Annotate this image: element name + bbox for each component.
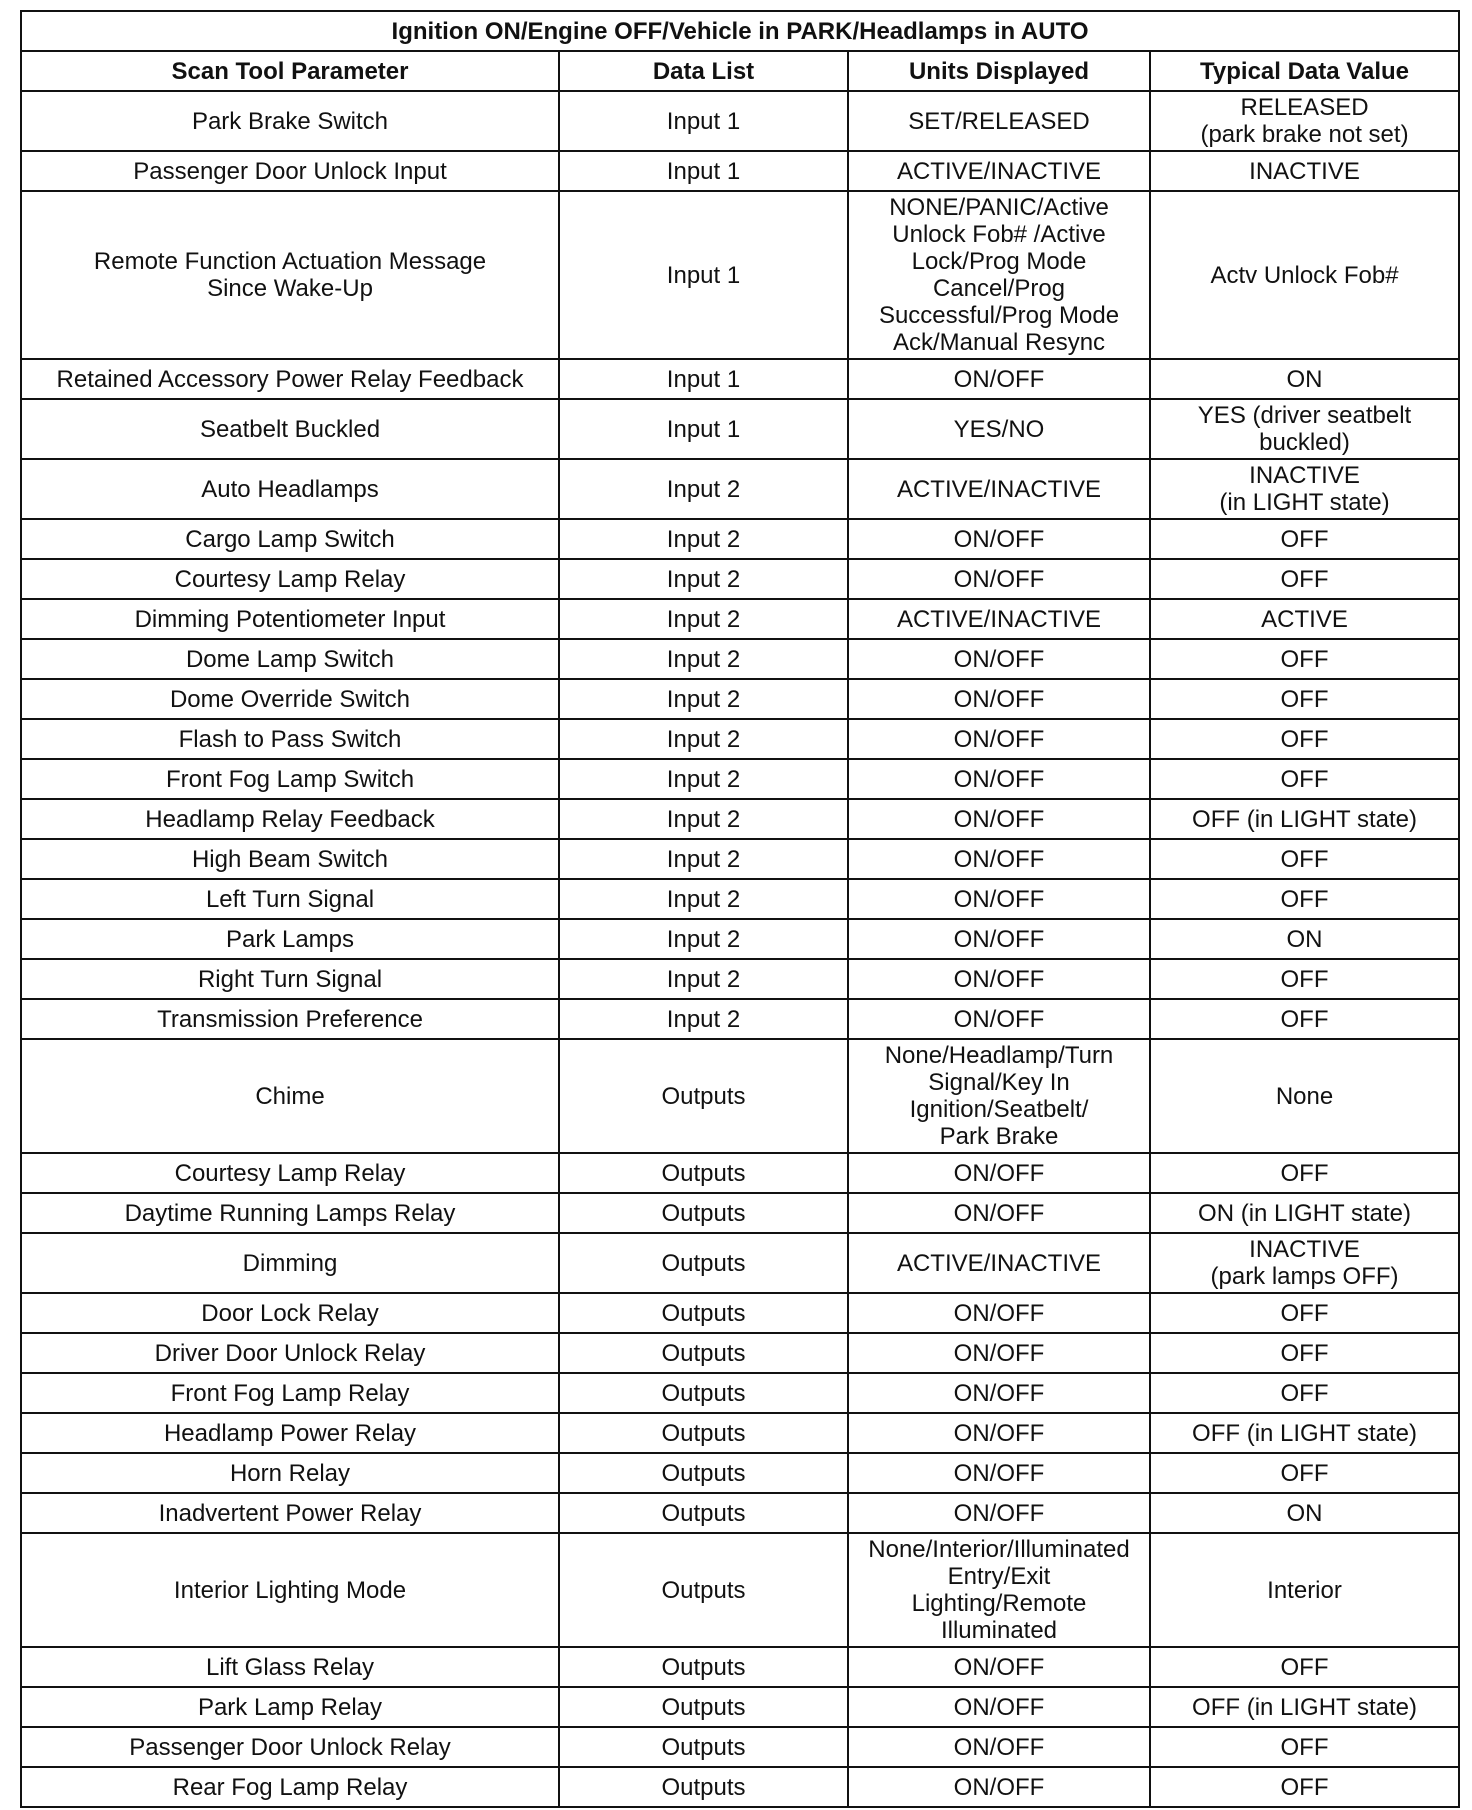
cell-typical-value: ACTIVE (1150, 599, 1459, 639)
table-header-row (21, 51, 1459, 91)
cell-units: ON/OFF (848, 639, 1150, 679)
cell-typical-value: OFF (1150, 639, 1459, 679)
cell-data-list: Input 1 (559, 191, 848, 359)
table-row (21, 759, 1459, 799)
cell-data-list: Input 2 (559, 959, 848, 999)
cell-data-list: Input 1 (559, 359, 848, 399)
cell-parameter: Horn Relay (21, 1453, 559, 1493)
cell-typical-value: INACTIVE (park lamps OFF) (1150, 1233, 1459, 1293)
cell-data-list: Input 2 (559, 679, 848, 719)
table-row (21, 151, 1459, 191)
table-row (21, 559, 1459, 599)
cell-parameter: Passenger Door Unlock Input (21, 151, 559, 191)
table-row (21, 919, 1459, 959)
cell-units: ON/OFF (848, 1767, 1150, 1807)
cell-units: ACTIVE/INACTIVE (848, 151, 1150, 191)
cell-typical-value: OFF (1150, 759, 1459, 799)
cell-data-list: Input 2 (559, 759, 848, 799)
table-row (21, 1647, 1459, 1687)
cell-data-list: Outputs (559, 1039, 848, 1153)
cell-data-list: Outputs (559, 1687, 848, 1727)
cell-data-list: Input 2 (559, 459, 848, 519)
cell-typical-value: OFF (in LIGHT state) (1150, 1687, 1459, 1727)
cell-parameter: Left Turn Signal (21, 879, 559, 919)
cell-data-list: Outputs (559, 1333, 848, 1373)
cell-data-list: Input 1 (559, 399, 848, 459)
cell-data-list: Input 2 (559, 519, 848, 559)
table-row (21, 399, 1459, 459)
cell-typical-value: OFF (1150, 1373, 1459, 1413)
cell-units: None/Interior/Illuminated Entry/Exit Lighting/Remote Illuminated (848, 1533, 1150, 1647)
cell-units: ON/OFF (848, 1413, 1150, 1453)
cell-typical-value: RELEASED (park brake not set) (1150, 91, 1459, 151)
cell-units: ON/OFF (848, 1333, 1150, 1373)
table-row (21, 1293, 1459, 1333)
table-row (21, 459, 1459, 519)
cell-parameter: Dome Override Switch (21, 679, 559, 719)
cell-parameter: Dome Lamp Switch (21, 639, 559, 679)
cell-typical-value: OFF (1150, 559, 1459, 599)
cell-units: NONE/PANIC/Active Unlock Fob# /Active Lock/Prog Mode Cancel/Prog Successful/Prog Mode Ack/Manual Resync (848, 191, 1150, 359)
table-row (21, 1533, 1459, 1647)
cell-parameter: Interior Lighting Mode (21, 1533, 559, 1647)
cell-units: ON/OFF (848, 1193, 1150, 1233)
cell-data-list: Input 1 (559, 91, 848, 151)
cell-data-list: Input 2 (559, 639, 848, 679)
cell-parameter: Park Brake Switch (21, 91, 559, 151)
cell-typical-value: OFF (1150, 1647, 1459, 1687)
cell-typical-value: OFF (1150, 1767, 1459, 1807)
table-row (21, 1333, 1459, 1373)
cell-parameter: Lift Glass Relay (21, 1647, 559, 1687)
cell-data-list: Input 2 (559, 999, 848, 1039)
cell-units: ON/OFF (848, 559, 1150, 599)
cell-typical-value: Interior (1150, 1533, 1459, 1647)
table-row (21, 191, 1459, 359)
cell-parameter: Rear Fog Lamp Relay (21, 1767, 559, 1807)
cell-data-list: Input 2 (559, 599, 848, 639)
table-row (21, 519, 1459, 559)
cell-data-list: Outputs (559, 1533, 848, 1647)
table-row (21, 799, 1459, 839)
cell-data-list: Input 2 (559, 559, 848, 599)
cell-parameter: Inadvertent Power Relay (21, 1493, 559, 1533)
document-page (20, 10, 1458, 1808)
scan-tool-data-table (20, 10, 1460, 1808)
cell-typical-value: OFF (1150, 999, 1459, 1039)
cell-parameter: Cargo Lamp Switch (21, 519, 559, 559)
cell-data-list: Input 2 (559, 879, 848, 919)
column-header-typical-value: Typical Data Value (1150, 51, 1459, 91)
table-body (21, 91, 1459, 1807)
cell-typical-value: None (1150, 1039, 1459, 1153)
table-row (21, 719, 1459, 759)
cell-typical-value: Actv Unlock Fob# (1150, 191, 1459, 359)
table-row (21, 959, 1459, 999)
cell-parameter: Courtesy Lamp Relay (21, 559, 559, 599)
cell-data-list: Input 1 (559, 151, 848, 191)
table-row (21, 1453, 1459, 1493)
cell-parameter: Door Lock Relay (21, 1293, 559, 1333)
table-row (21, 599, 1459, 639)
cell-typical-value: OFF (1150, 1333, 1459, 1373)
cell-parameter: Daytime Running Lamps Relay (21, 1193, 559, 1233)
cell-units: ON/OFF (848, 919, 1150, 959)
cell-typical-value: OFF (1150, 1153, 1459, 1193)
cell-parameter: Flash to Pass Switch (21, 719, 559, 759)
cell-units: ON/OFF (848, 1153, 1150, 1193)
cell-parameter: Right Turn Signal (21, 959, 559, 999)
cell-data-list: Outputs (559, 1293, 848, 1333)
cell-parameter: Dimming Potentiometer Input (21, 599, 559, 639)
cell-typical-value: OFF (1150, 1727, 1459, 1767)
cell-parameter: Front Fog Lamp Relay (21, 1373, 559, 1413)
cell-units: ON/OFF (848, 1647, 1150, 1687)
table-row (21, 359, 1459, 399)
table-row (21, 1493, 1459, 1533)
cell-units: ON/OFF (848, 359, 1150, 399)
cell-parameter: Courtesy Lamp Relay (21, 1153, 559, 1193)
cell-data-list: Outputs (559, 1767, 848, 1807)
cell-units: ON/OFF (848, 1727, 1150, 1767)
cell-typical-value: OFF (1150, 879, 1459, 919)
cell-parameter: High Beam Switch (21, 839, 559, 879)
column-header-parameter: Scan Tool Parameter (21, 51, 559, 91)
table-title: Ignition ON/Engine OFF/Vehicle in PARK/Headlamps in AUTO (21, 11, 1459, 51)
cell-units: ON/OFF (848, 719, 1150, 759)
cell-data-list: Outputs (559, 1453, 848, 1493)
cell-units: YES/NO (848, 399, 1150, 459)
column-header-data-list: Data List (559, 51, 848, 91)
cell-data-list: Input 2 (559, 799, 848, 839)
cell-units: ON/OFF (848, 519, 1150, 559)
cell-typical-value: OFF (1150, 839, 1459, 879)
cell-units: ON/OFF (848, 1493, 1150, 1533)
cell-typical-value: OFF (in LIGHT state) (1150, 1413, 1459, 1453)
table-row (21, 999, 1459, 1039)
cell-units: ON/OFF (848, 959, 1150, 999)
cell-parameter: Front Fog Lamp Switch (21, 759, 559, 799)
cell-typical-value: YES (driver seatbelt buckled) (1150, 399, 1459, 459)
cell-units: ON/OFF (848, 1687, 1150, 1727)
cell-units: None/Headlamp/Turn Signal/Key In Ignition/Seatbelt/ Park Brake (848, 1039, 1150, 1153)
cell-typical-value: ON (1150, 1493, 1459, 1533)
cell-units: ACTIVE/INACTIVE (848, 599, 1150, 639)
table-row (21, 839, 1459, 879)
column-header-units: Units Displayed (848, 51, 1150, 91)
table-title-row (21, 11, 1459, 51)
cell-typical-value: OFF (1150, 959, 1459, 999)
table-row (21, 1153, 1459, 1193)
cell-units: ON/OFF (848, 999, 1150, 1039)
table-row (21, 639, 1459, 679)
cell-typical-value: ON (in LIGHT state) (1150, 1193, 1459, 1233)
table-row (21, 1193, 1459, 1233)
cell-parameter: Retained Accessory Power Relay Feedback (21, 359, 559, 399)
cell-units: ON/OFF (848, 1373, 1150, 1413)
cell-parameter: Headlamp Relay Feedback (21, 799, 559, 839)
cell-data-list: Outputs (559, 1493, 848, 1533)
table-row (21, 1373, 1459, 1413)
table-row (21, 679, 1459, 719)
cell-units: ACTIVE/INACTIVE (848, 1233, 1150, 1293)
table-row (21, 91, 1459, 151)
cell-parameter: Seatbelt Buckled (21, 399, 559, 459)
cell-data-list: Outputs (559, 1233, 848, 1293)
cell-units: ON/OFF (848, 759, 1150, 799)
table-row (21, 1687, 1459, 1727)
cell-units: ON/OFF (848, 1453, 1150, 1493)
cell-data-list: Input 2 (559, 919, 848, 959)
cell-parameter: Remote Function Actuation Message Since Wake-Up (21, 191, 559, 359)
cell-data-list: Outputs (559, 1193, 848, 1233)
cell-typical-value: OFF (in LIGHT state) (1150, 799, 1459, 839)
table-row (21, 1727, 1459, 1767)
cell-typical-value: OFF (1150, 719, 1459, 759)
cell-typical-value: OFF (1150, 519, 1459, 559)
cell-units: ON/OFF (848, 839, 1150, 879)
cell-data-list: Outputs (559, 1153, 848, 1193)
table-row (21, 1767, 1459, 1807)
cell-parameter: Headlamp Power Relay (21, 1413, 559, 1453)
table-row (21, 1039, 1459, 1153)
cell-data-list: Outputs (559, 1373, 848, 1413)
cell-typical-value: OFF (1150, 1453, 1459, 1493)
cell-parameter: Chime (21, 1039, 559, 1153)
table-row (21, 879, 1459, 919)
cell-data-list: Input 2 (559, 839, 848, 879)
cell-typical-value: ON (1150, 359, 1459, 399)
cell-data-list: Input 2 (559, 719, 848, 759)
cell-units: ON/OFF (848, 799, 1150, 839)
cell-typical-value: OFF (1150, 679, 1459, 719)
cell-parameter: Passenger Door Unlock Relay (21, 1727, 559, 1767)
cell-units: ON/OFF (848, 1293, 1150, 1333)
cell-typical-value: INACTIVE (in LIGHT state) (1150, 459, 1459, 519)
cell-typical-value: INACTIVE (1150, 151, 1459, 191)
cell-data-list: Outputs (559, 1413, 848, 1453)
cell-data-list: Outputs (559, 1647, 848, 1687)
cell-units: ON/OFF (848, 679, 1150, 719)
table-row (21, 1413, 1459, 1453)
table-row (21, 1233, 1459, 1293)
cell-units: SET/RELEASED (848, 91, 1150, 151)
cell-parameter: Dimming (21, 1233, 559, 1293)
cell-units: ON/OFF (848, 879, 1150, 919)
cell-units: ACTIVE/INACTIVE (848, 459, 1150, 519)
cell-parameter: Transmission Preference (21, 999, 559, 1039)
cell-typical-value: ON (1150, 919, 1459, 959)
cell-parameter: Park Lamp Relay (21, 1687, 559, 1727)
cell-parameter: Auto Headlamps (21, 459, 559, 519)
cell-data-list: Outputs (559, 1727, 848, 1767)
cell-parameter: Driver Door Unlock Relay (21, 1333, 559, 1373)
cell-parameter: Park Lamps (21, 919, 559, 959)
cell-typical-value: OFF (1150, 1293, 1459, 1333)
